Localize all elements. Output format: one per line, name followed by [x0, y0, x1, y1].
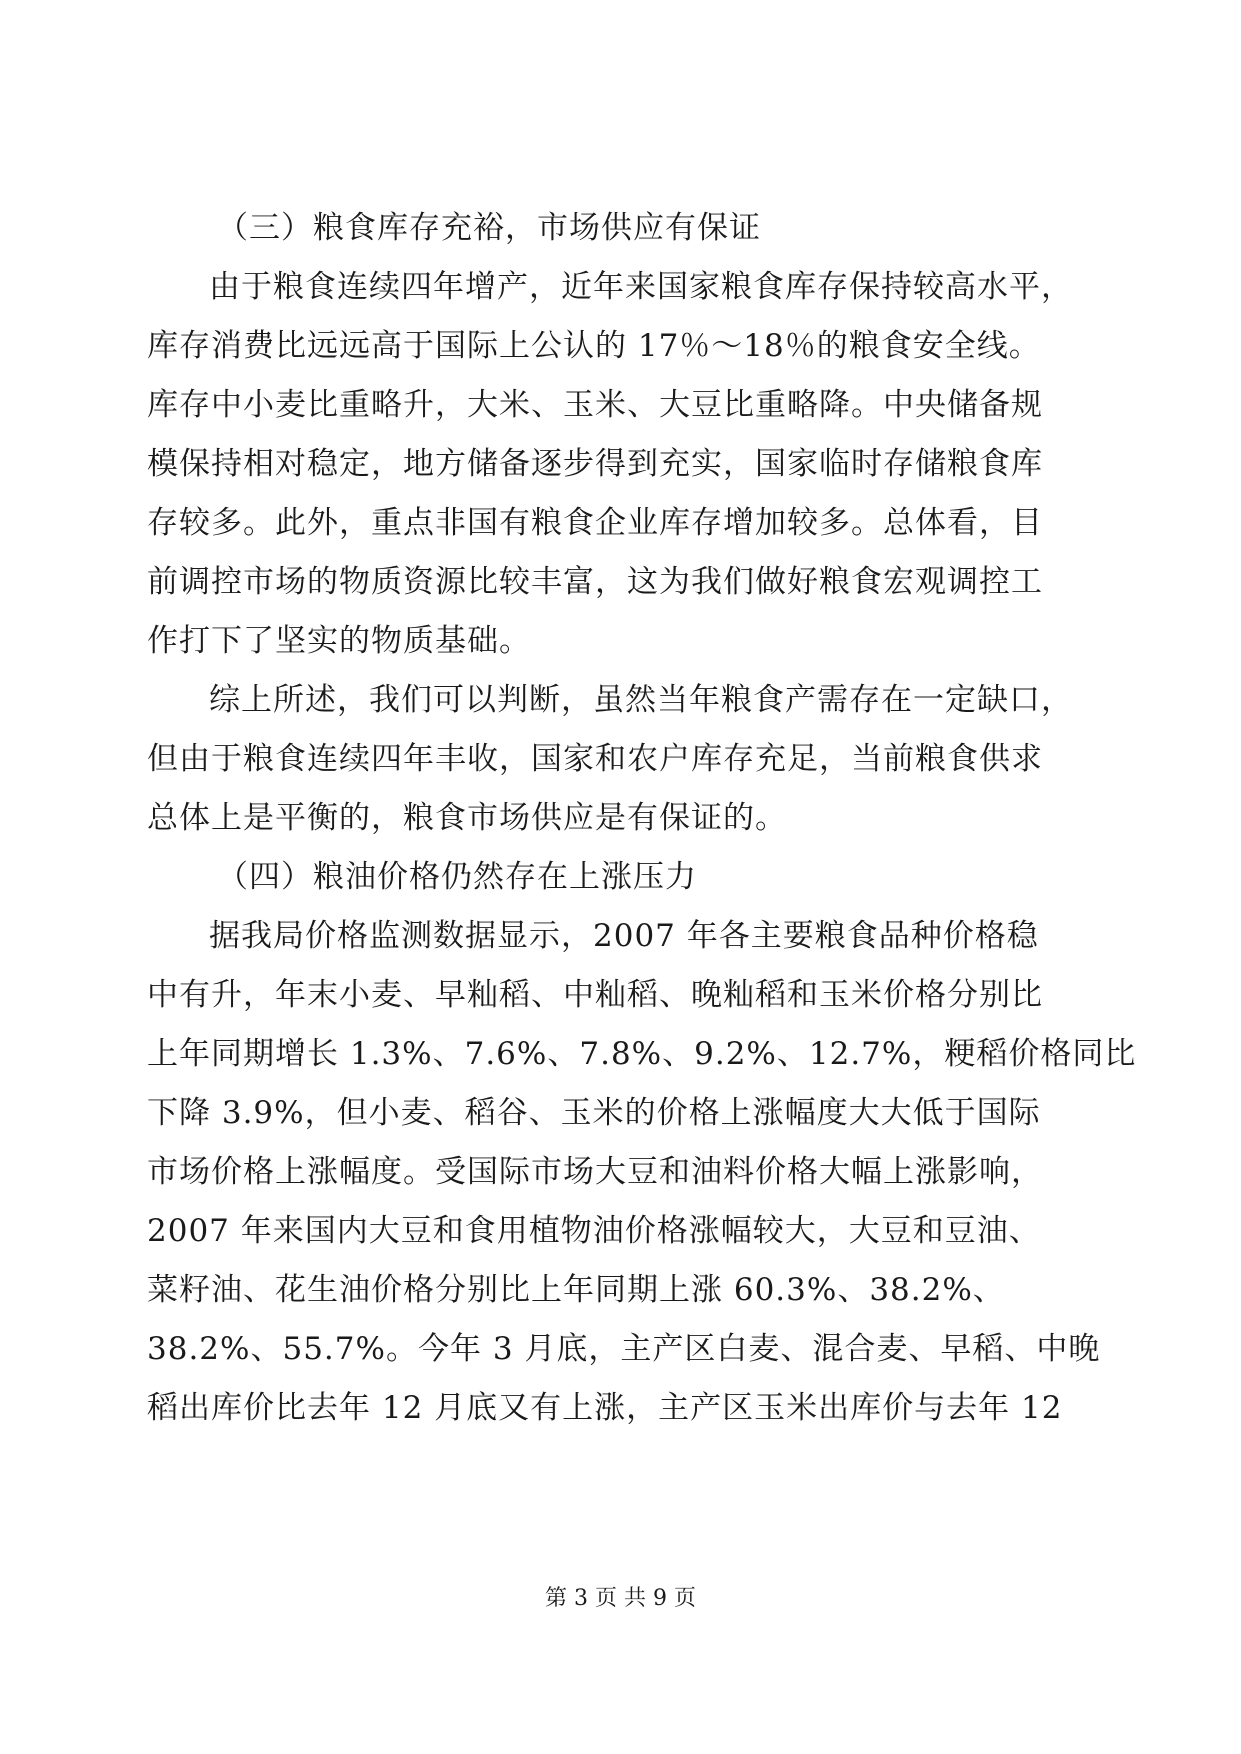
paragraph-line: 但由于粮食连续四年丰收，国家和农户库存充足，当前粮食供求 — [147, 741, 1043, 777]
paragraph-line: 模保持相对稳定，地方储备逐步得到充实，国家临时存储粮食库 — [147, 446, 1043, 482]
paragraph-line: 稻出库价比去年 12 月底又有上涨，主产区玉米出库价与去年 12 — [147, 1390, 1063, 1426]
paragraph-line: 菜籽油、花生油价格分别比上年同期上涨 60.3%、38.2%、 — [147, 1272, 1005, 1308]
page-footer: 第 3 页 共 9 页 — [545, 1586, 696, 1611]
paragraph-line: 据我局价格监测数据显示，2007 年各主要粮食品种价格稳 — [209, 918, 1039, 954]
paragraph-line: 中有升，年末小麦、早籼稻、中籼稻、晚籼稻和玉米价格分别比 — [147, 977, 1043, 1013]
paragraph-line: 存较多。此外，重点非国有粮食企业库存增加较多。总体看，目 — [147, 505, 1043, 541]
paragraph-line: 上年同期增长 1.3%、7.6%、7.8%、9.2%、12.7%，粳稻价格同比 — [147, 1036, 1137, 1072]
paragraph-line: 总体上是平衡的，粮食市场供应是有保证的。 — [147, 800, 787, 836]
paragraph-line: 综上所述，我们可以判断，虽然当年粮食产需存在一定缺口， — [209, 682, 1073, 718]
paragraph-line: 2007 年来国内大豆和食用植物油价格涨幅较大，大豆和豆油、 — [147, 1213, 1041, 1249]
paragraph-line: 下降 3.9%，但小麦、稻谷、玉米的价格上涨幅度大大低于国际 — [147, 1095, 1041, 1131]
paragraph-line: 38.2%、55.7%。今年 3 月底，主产区白麦、混合麦、早稻、中晚 — [147, 1331, 1101, 1367]
paragraph-line: 库存中小麦比重略升，大米、玉米、大豆比重略降。中央储备规 — [147, 387, 1043, 423]
paragraph-line: 市场价格上涨幅度。受国际市场大豆和油料价格大幅上涨影响， — [147, 1154, 1043, 1190]
paragraph-line: 作打下了坚实的物质基础。 — [147, 623, 531, 659]
section-heading-3: （三）粮食库存充裕，市场供应有保证 — [217, 210, 761, 246]
paragraph-line: 库存消费比远远高于国际上公认的 17％～18％的粮食安全线。 — [147, 328, 1041, 364]
paragraph-line: 前调控市场的物质资源比较丰富，这为我们做好粮食宏观调控工 — [147, 564, 1043, 600]
section-heading-4: （四）粮油价格仍然存在上涨压力 — [217, 859, 697, 895]
paragraph-line: 由于粮食连续四年增产，近年来国家粮食库存保持较高水平， — [209, 269, 1073, 305]
